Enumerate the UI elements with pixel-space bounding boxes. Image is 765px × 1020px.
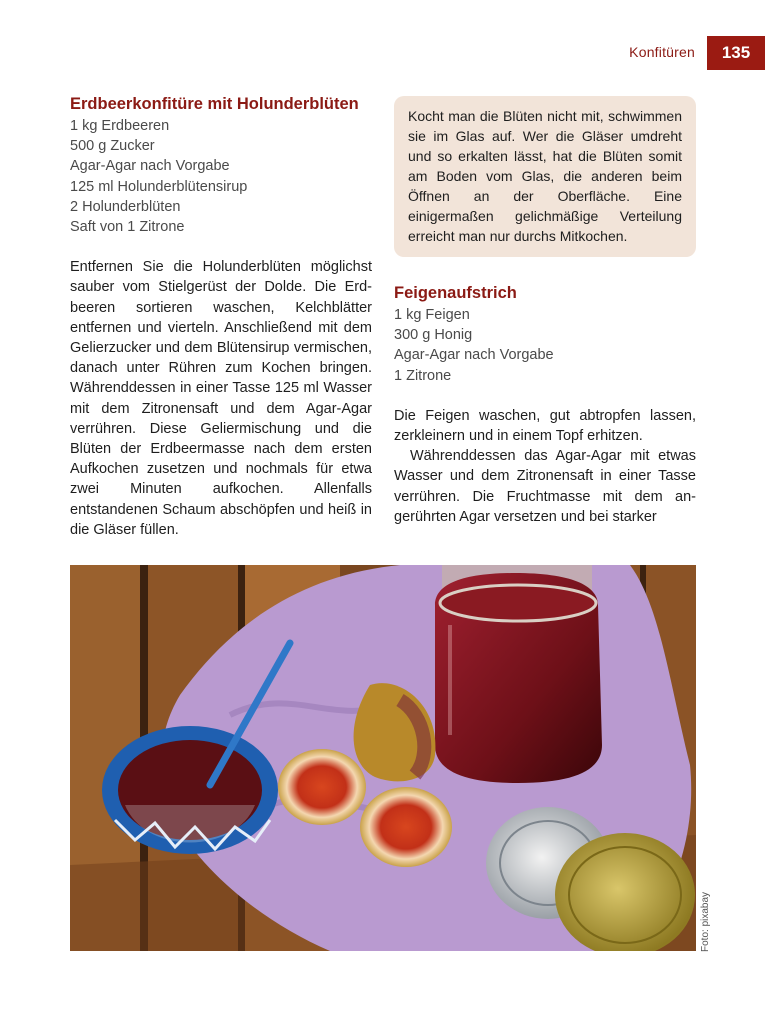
ingredient-item: 500 g Zucker [70, 138, 155, 155]
page-number: 135 [707, 36, 765, 70]
photo-illustration [70, 565, 696, 951]
ingredient-item: 2 Holunderblüten [70, 198, 181, 215]
right-column [394, 96, 696, 527]
ingredient-item: 1 Zitrone [394, 367, 452, 384]
jam-bowl [102, 726, 278, 854]
left-column [70, 94, 372, 540]
recipe-title-strawberry: Erdbeerkonfitüre mit Holunderblüten [70, 95, 359, 113]
ingredient-item: 300 g Honig [394, 327, 473, 344]
ingredient-item: 125 ml Holunderblütensirup [70, 178, 248, 195]
photo-credit: Foto: pixabay [700, 891, 711, 952]
recipe-title-fig: Feigenaufstrich [394, 284, 517, 302]
tip-box: Kocht man die Blüten nicht mit, schwimmen sie im Glas auf. Wer die Gläser umdreht und so erkalten lässt, hat die Blüten somit am Boden vom Glas, die anderen beim Öffnen an der Oberfläche. Eine einigermaßen gelichmäßige Verteilung erreicht man nur durchs Mitkochen. [394, 96, 696, 257]
instructions-fig-paragraph-1: Die Feigen waschen, gut abtropfen lassen, zerkleinern und in einem Topf erhitzen. [394, 407, 696, 445]
instructions-fig-paragraph-2: Währenddessen das Agar-Agar mit etwas Wasser und dem Zitronensaft in einer Tasse verrühren. Die Fruchtmasse mit dem angerührten Agar versetzen und bei starker [394, 448, 696, 525]
ingredient-item: 1 kg Feigen [394, 307, 470, 323]
ingredient-item: Agar-Agar nach Vorgabe [394, 347, 554, 364]
jam-jar [435, 565, 602, 783]
ingredient-item: Agar-Agar nach Vorgabe [70, 158, 230, 175]
ingredient-item: 1 kg Erdbeeren [70, 118, 170, 134]
ingredient-item: Saft von 1 Zitrone [70, 219, 185, 236]
ingredient-list-fig [394, 305, 696, 386]
section-title: Konfitüren [629, 44, 695, 60]
jam-photo [70, 565, 696, 951]
instructions-strawberry: Entfernen Sie die Holunderblüten möglichst sauber vom Stielgerüst der Dolde. Die Erdbeeren sortieren waschen, Kelchblätter entfernen und vierteln. Anschließend mit dem Gelierzucker und dem Blütensirup vermischen, danach unter Rühren zum Kochen bringen. Währenddessen in einer Tasse 125 ml Wasser mit dem Zitronensaft und dem Agar-Agar verrühren. Diese Geliermischung und die Blüten der Erdbeermasse nach dem ersten Aufkochen zusetzen und nochmals für etwa zwei Minuten aufkochen. Allenfalls entstandenen Schaum abschöpfen und heiß in die Gläser füllen. [70, 259, 372, 538]
ingredient-list-strawberry [70, 116, 372, 237]
